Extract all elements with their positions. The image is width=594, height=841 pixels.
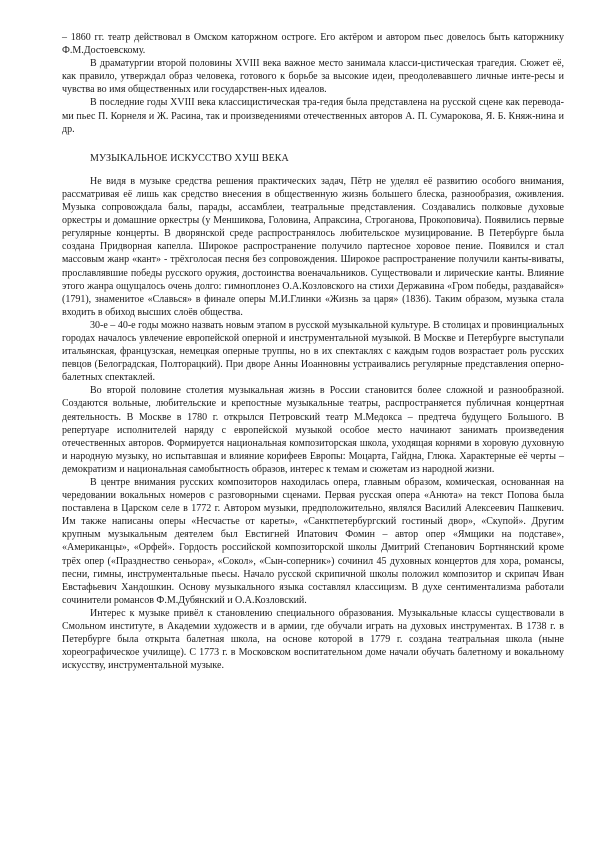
paragraph-30s-40s: 30-е – 40-е годы можно назвать новым этапом в русской музыкальной культуре. В столицах и провинциальных городах началось увлечение европейской оперной и инструментальной музыкой. В Москве и Петербурге выступали итальянская, французская, немецкая оперные труппы, но в их спектаклях с каждым годов возрастает роль русских певцов (Белоградская, Полторацкий). При дворе Анны Иоанновны устраивались регулярные представления оперно-балетных спектаклей. bbox=[62, 319, 564, 384]
paragraph-second-half: Во второй половине столетия музыкальная жизнь в России становится более сложной и разнообразной. Создаются вольные, любительские и крепостные музыкальные театры, распространяется публичная концертная деятельность. В Москве в 1780 г. открылся Петровский театр М.Медокса – предтеча будущего Большого. В репертуаре исполнителей наряду с европейской музыкой особое место начинают занимать произведения отечественных авторов. Формируется национальная композиторская школа, уходящая корнями в хоровую духовную и народную музыку, но испытавшая и влияние корифеев Европы: Моцарта, Гайдна, Глюка. Характерные её черты – демократизм и национальная самобытность образов, интерес к темам и сюжетам из народной жизни. bbox=[62, 385, 564, 475]
paragraph-classicist-tragedy: В драматургии второй половины XVIII века важное место занимала класси-цистическая трагедия. Сюжет её, как правило, утверждал образ человека, готового к борьбе за высокие идеи, преодолевавшего личные инте-ресы и чувства во имя общественных или государствен-ных идеалов. bbox=[62, 58, 564, 96]
section-heading: МУЗЫКАЛЬНОЕ ИСКУССТВО ХУШ ВЕКА bbox=[90, 152, 289, 164]
paragraph-opera-composers: В центре внимания русских композиторов находилась опера, главным образом, комическая, основанная на чередовании вокальных номеров с разговорными сценами. Первая русская опера «Анюта» на текст Попова была поставлена в Царском селе в 1772 г. Автором музыки, предположительно, являлся Василий Алексеевич Пашкевич. Им также написаны оперы «Несчастье от кареты», «Санктпетербургский гостиный двор», «Скупой». Другим крупным музыкальным деятелем был Евстигней Ипатович Фомин – автор опер «Ямщики на подставе», «Американцы», «Орфей». Гордость российской композиторской школы Дмитрий Степанович Бортнянский кроме трёх опер («Празднество сеньора», «Сокол», «Сын-соперник») сочинил 45 духовных концертов для хора, романсы, песни, гимны, инструментальные пьесы. Начало русской скрипичной школы положил композитор и скрипач Иван Евстафьевич Хандошкин. Основу музыкального языка составлял классицизм. В духе сентиментализма работали сочинители романсов Ф.М.Дубянский и О.А.Козловский. bbox=[62, 477, 564, 606]
paragraph-peter-music: Не видя в музыке средства решения практических задач, Пётр не уделял её развитию особого внимания, рассматривая её лишь как средство внесения в общественную жизнь большего блеска, разнообразия, оживления. Музыка сопровождала балы, парады, ассамблеи, театральные представления. Создавались полковые духовые оркестры и домашние оркестры (у Меншикова, Головина, Апраксина, Строганова, Прокоповича). Появились первые регулярные концерты. В дворянской среде распространялось любительское музицирование. В Петербурге была создана Придворная капелла. Широкое распространение получило партесное хоровое пение. Появился и стал массовым жанр «кант» - трёхголосая песня без сопровождения. Широкое распространение получили канты-виваты, прославлявшие победы русского оружия, достоинства военачальников. Существовали и лирические канты. Влияние этого жанра ощущалось очень долго: гимноплонез О.А.Козловского на стихи Державина «Гром победы, раздавайся» (1791), знаменитое «Славься» в финале оперы М.И.Глинки «Жизнь за царя» (1836). Таким образом, музыка стала входить в обиход высших слоёв общества. bbox=[62, 175, 564, 318]
paragraph-continuation: – 1860 гг. театр действовал в Омском каторжном остроге. Его актёром и автором пьес довелось быть каторжнику Ф.М.Достоевскому. bbox=[62, 32, 564, 57]
paragraph-music-education: Интерес к музыке привёл к становлению специального образования. Музыкальные классы существовали в Смольном институте, в Академии художеств и в армии, где обучали играть на духовых инструментах. В 1738 г. в Петербурге была открыта балетная школа, на основе которой в 1779 г. создана театральная школа (ныне хореографическое училище). С 1773 г. в Московском воспитательном доме начали обучать балетному и вокальному искусству, инструментальной музыке. bbox=[62, 607, 564, 672]
paragraph-late-18th-century: В последние годы XVIII века классицистическая тра-гедия была представлена на русской сцене как перевода-ми пьес П. Корнеля и Ж. Расина, так и произведениями отечественных авторов А. П. Сумарокова, Я. Б. Княж-нина и др. bbox=[62, 97, 564, 135]
